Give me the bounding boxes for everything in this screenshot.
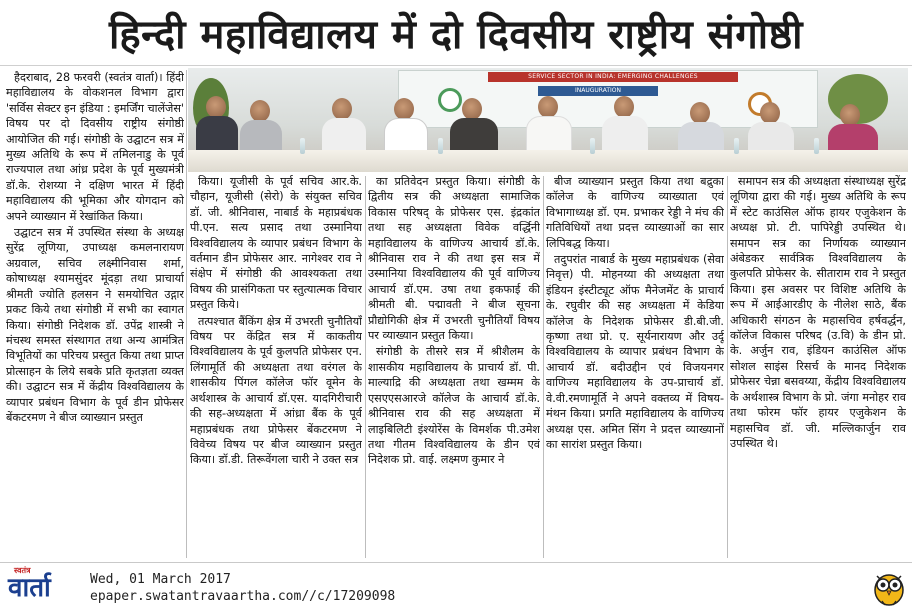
event-photo: [188, 68, 908, 172]
edition-date: Wed, 01 March 2017: [90, 572, 231, 587]
paragraph: समापन सत्र की अध्यक्षता संस्थाध्यक्ष सुरेंद्र लूणिया द्वारा की गई। मुख्य अतिथि के रूप में स्टेट काउंसिल ऑफ हायर एजुकेशन के अध्यक्ष प्रो. टी. पापिरेड्डी उपस्थित थे। समापन सत्र का निर्णायक व्याख्यान अंबेडकर सार्वत्रिक विश्वविद्यालय के कुलपति प्रोफेसर के. सीताराम राव ने प्रस्तुत किया। इस अवसर पर विशिष्ट अतिथि के रूप में आईआरडीए के नीलेश साठे, बैंक अधिकारी संगठन के महासचिव हर्षवर्द्धन, कॉलेज विकास परिषद (उ.वि) के डीन प्रो. के. अर्जुन राव, इंडियन काउंसिल ऑफ सोशल साइंस रिसर्च के मानद निदेशक प्रोफेसर चेन्ना बसवय्या, केंद्रीय विश्वविद्यालय के अर्थशास्त्र विभाग के प्रो. जंगा मनोहर राव तथा फोरम फॉर हायर एजुकेशन के महासचिव डॉ. जी. मल्लिकार्जुन राव उपस्थित थे।: [730, 175, 906, 450]
article-column-5: [730, 174, 906, 558]
water-bottle: [300, 138, 305, 154]
headline: हिन्दी महाविद्यालय में दो दिवसीय राष्ट्रीय संगोष्ठी: [0, 0, 912, 66]
article-column-3: [368, 174, 540, 558]
inauguration-label: INAUGURATION: [538, 86, 658, 96]
article-column-4: [546, 174, 724, 558]
newspaper-logo[interactable]: [4, 565, 64, 605]
epaper-link[interactable]: epaper.swatantravaartha.com//c/17209098: [90, 589, 396, 604]
paragraph: किया। यूजीसी के पूर्व सचिव आर.के. चौहान, यूजीसी (सेरो) के संयुक्त सचिव डॉ. जी. श्रीनिवास, नाबार्ड के महाप्रबंधक पी.एन. सत्य प्रसाद तथा उस्मानिया विश्वविद्यालय के व्यापार प्रबंधन विभाग के वर्तमान डीन प्रोफेसर आर. नागेश्वर राव ने संक्षेप में संगोष्ठी की आवश्यकता तथा विषय की प्रासंगिकता पर स्तुत्यात्मक विचार प्रस्तुत किये।: [190, 175, 362, 312]
paragraph: हैदराबाद, 28 फरवरी (स्वतंत्र वार्ता)। हिंदी महाविद्यालय के वोकशनल विभाग द्वारा 'सर्विस सेक्टर इन इंडिया : इमर्जिंग चालेंजेस' विषय पर दो दिवसीय राष्ट्रीय संगोष्ठी आयोजित की गई। संगोष्ठी के उद्घाटन सत्र में मुख्य अतिथि के रूप में तमिलनाडु के पूर्व राज्यपाल तथा आंध्र प्रदेश के पूर्व मुख्यमंत्री डॉ.के. रोशय्या ने दक्षिण भारत में हिंदी महाविद्यालय की भूमिका और योगदान को अपने व्याख्यान में रेखांकित किया।: [6, 71, 184, 223]
paragraph: बीज व्याख्यान प्रस्तुत किया तथा बद्रुका कॉलेज के वाणिज्य व्याख्याता एवं विभागाध्यक्ष डॉ. एम. प्रभाकर रेड्डी ने मंच की गतिविधियों तथा प्रदत्त व्याख्याओं का सार लिपिबद्ध किया।: [546, 175, 724, 250]
article-column-1: [6, 70, 184, 558]
water-bottle: [590, 138, 595, 154]
college-logo: [438, 88, 462, 112]
paragraph: का प्रतिवेदन प्रस्तुत किया। संगोष्ठी के द्वितीय सत्र की अध्यक्षता सामाजिक विकास परिषद् के प्रोफेसर एस. इंद्रकांत तथा सह अध्यक्षता विवेक वर्द्धिनी महाविद्यालय के वाणिज्य आचार्य डॉ.के. श्रीनिवास राव ने की तथा इस सत्र में उस्मानिया विश्वविद्यालय की पूर्व वाणिज्य आचार्य डॉ.एम. उषा तथा इकफाई की श्रीमती बी. पद्मावती ने बीज सूचना प्रौद्योगिकी क्षेत्र में उभरती चुनौतियाँ विषय पर व्याख्यान प्रस्तुत किया।: [368, 175, 540, 343]
article-column-2: [190, 174, 362, 558]
banner-strip: SERVICE SECTOR IN INDIA: EMERGING CHALLENGES: [488, 72, 738, 82]
owl-icon: [872, 570, 906, 606]
paragraph: तदुपरांत नाबार्ड के मुख्य महाप्रबंधक (सेवा निवृत्त) पी. मोहनय्या की अध्यक्षता तथा इंडियन इंस्टीट्यूट ऑफ मैनेजमेंट के प्राचार्य के. रघुवीर की सह अध्यक्षता में केडिया कॉलेज के निदेशक प्रोफेसर डी.बी.जी. कृष्णा तथा प्रो. ए. सूर्यनारायण और उर्दू विश्वविद्यालय के व्यापार प्रबंधन विभाग के आचार्य डॉ. बदीउद्दीन एवं विजयनगर वाणिज्य महाविद्यालय के उप-प्राचार्य डॉ. वे.वी.रमणामूर्ति ने अपने वक्तव्य में विषय-मंथन किया। प्रगति महाविद्यालय के वाणिज्य अध्यक्ष एस. अमित सिंग ने प्रदत्त व्याख्यानों का सारांश प्रस्तुत किया।: [546, 253, 724, 451]
footer-divider: [0, 562, 912, 563]
paragraph: संगोष्ठी के तीसरे सत्र में श्रीशैलम के शासकीय महाविद्यालय के प्राचार्य डॉ. पी. माल्याद्रि की अध्यक्षता तथा खम्मम के एसएएसआरजे कॉलेज के आचार्य डॉ.के. श्रीनिवास राव की सह अध्यक्षता में लाइबिलिटी इंश्योरेंस के विमर्शक पी.उमेश तथा गीतम विश्वविद्यालय के डीन एवं निदेशक प्रो. वाई. लक्ष्मण कुमार ने: [368, 345, 540, 467]
water-bottle: [734, 138, 739, 154]
logo-small-text: स्वतंत्र: [14, 566, 31, 575]
paragraph: तत्पश्चात बैंकिंग क्षेत्र में उभरती चुनौतियाँ विषय पर केंद्रित सत्र में काकतीय विश्वविद्यालय के पूर्व कुलपति प्रोफेसर एन. लिंगामूर्ति की अध्यक्षता तथा वरंगल के शासकीय पिंगल कॉलेज फॉर वूमेन के अर्थशास्त्र के आचार्य डॉ.एस. यादगिरीचारी की सह-अध्यक्षता में आंध्रा बैंक के पूर्व महाप्रबंधक तथा प्रोफेसर बेंकटरमण ने विवेच्य विषय पर बीज व्याख्यान प्रस्तुत किया। डॉ.डी. तिरूवेंगला चारी ने उक्त सत्र: [190, 314, 362, 467]
table-cloth: [188, 150, 908, 172]
water-bottle: [438, 138, 443, 154]
water-bottle: [814, 138, 819, 154]
logo-big-text: वार्ता: [8, 573, 51, 603]
paragraph: उद्घाटन सत्र में उपस्थित संस्था के अध्यक्ष सुरेंद्र लूणिया, उपाध्यक्ष कमलनारायण अग्रवाल, सचिव लक्ष्मीनिवास शर्मा, कोषाध्यक्ष श्यामसुंदर मूंदड़ा तथा प्राचार्या श्रीमती ज्योति हलसन ने समयोचित उद्गार प्रकट किये तथा संगोष्ठी में सभी का स्वागत किया। संगोष्ठी निदेशक डॉ. उपेंद्र शास्त्री ने मंचस्थ समस्त संस्थागत तथा अन्य आमंत्रित विभूतियों का परिचय प्रस्तुत किया तथा प्राप्त प्रोत्साहन के लिये सबके प्रति कृतज्ञता व्यक्त की। उद्घाटन सत्र में केंद्रीय विश्वविद्यालय के व्यापार प्रबंधन विभाग के पूर्व डीन प्रोफेसर बेंकटरमण ने बीज व्याख्यान प्रस्तुत: [6, 226, 184, 424]
